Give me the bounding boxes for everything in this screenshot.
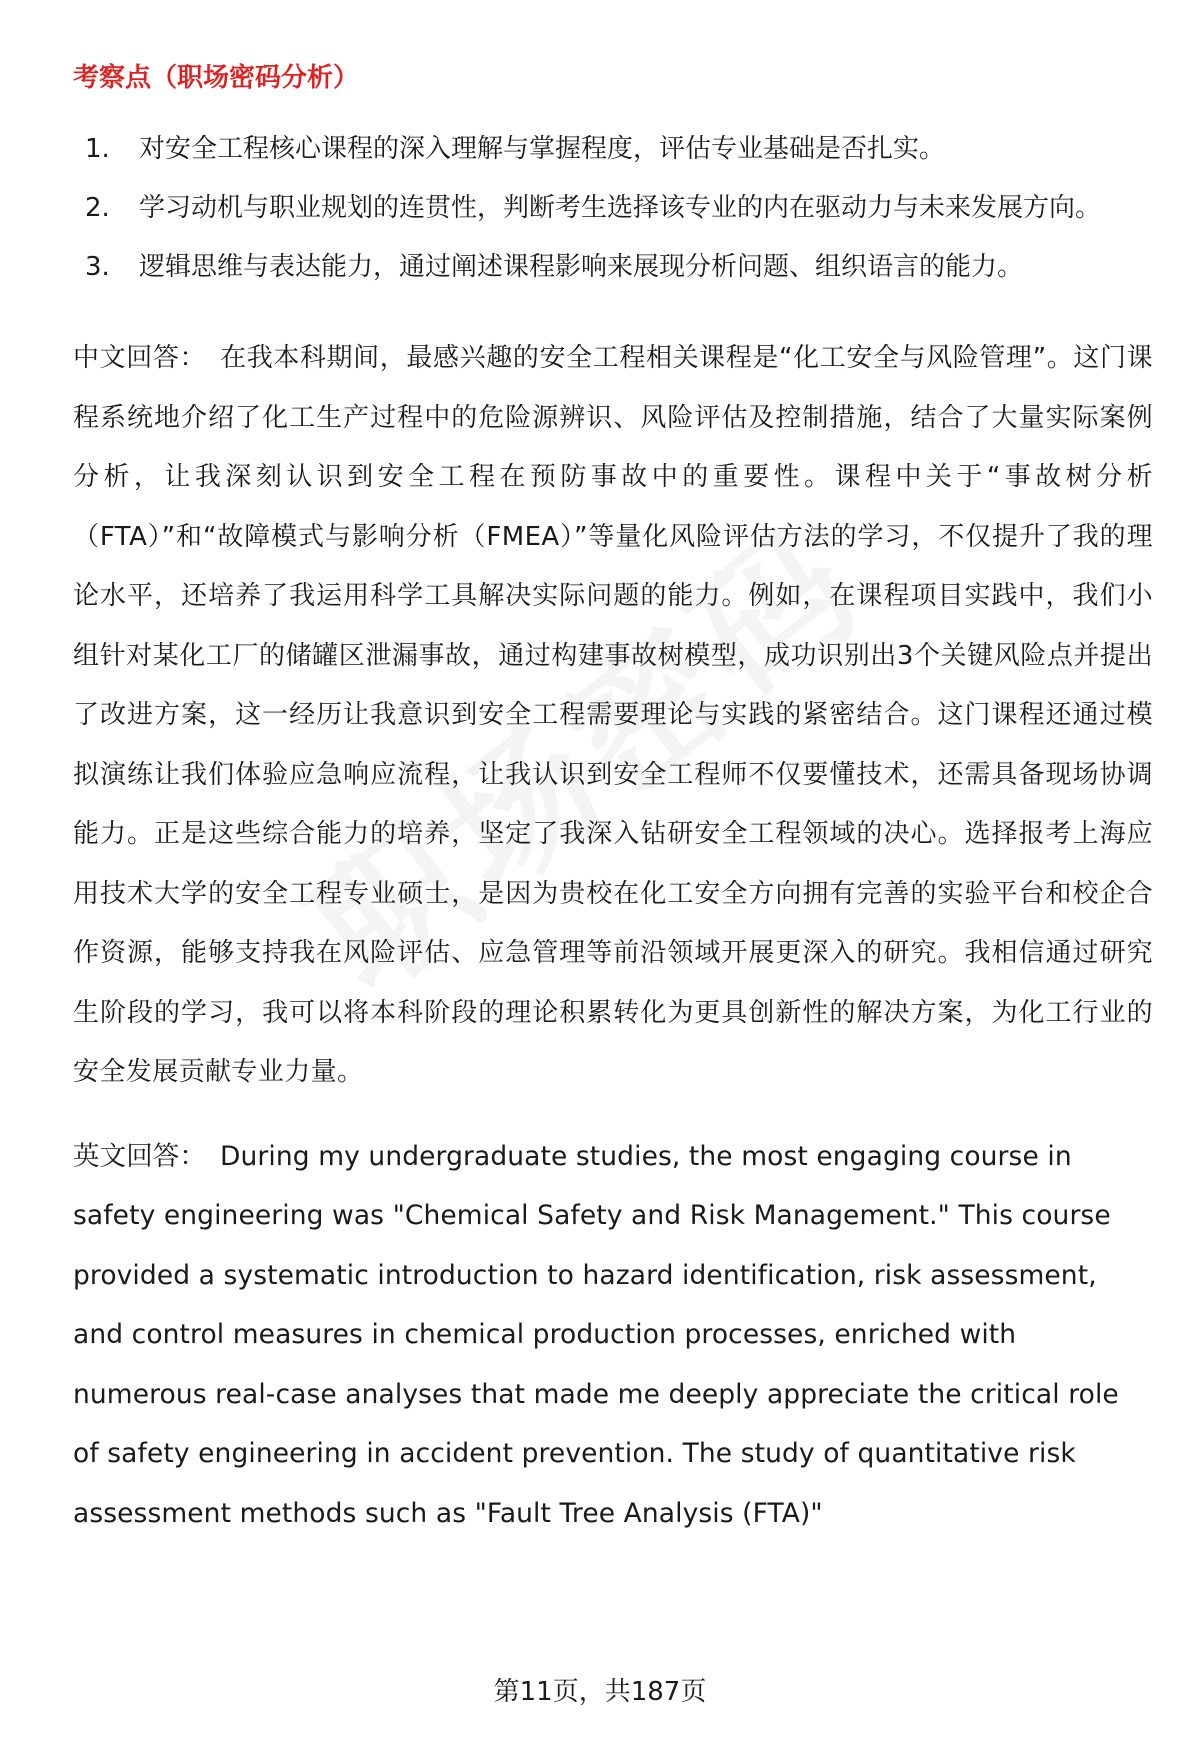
list-item-text: 对安全工程核心课程的深入理解与掌握程度，评估专业基础是否扎实。 <box>139 134 946 164</box>
list-item-number: 2. <box>85 193 110 223</box>
assessment-points-list <box>73 120 1153 297</box>
list-item <box>73 120 1153 179</box>
list-item <box>73 238 1153 297</box>
english-answer-label: 英文回答： <box>73 1140 206 1172</box>
list-item-text: 学习动机与职业规划的连贯性，判断考生选择该专业的内在驱动力与未来发展方向。 <box>139 193 1102 223</box>
page-content <box>73 58 1153 1543</box>
list-item <box>73 179 1153 238</box>
chinese-answer-paragraph <box>73 329 1153 1103</box>
chinese-answer-label: 中文回答： <box>73 343 207 373</box>
english-answer-text: During my undergraduate studies, the most engaging course in safety engineering was "Chemical Safety and Risk Management." This course provided a systematic introduction to hazard identification, risk assessment, and control measures in chemical production processes, enriched with numerous real-case analyses that made me deeply appreciate the critical role of safety engineering in accident prevention. The study of quantitative risk assessment methods such as "Fault Tree Analysis (FTA)" <box>73 1140 1119 1529</box>
list-item-number: 1. <box>85 134 110 164</box>
section-heading: 考察点（职场密码分析） <box>73 63 360 93</box>
list-item-text: 逻辑思维与表达能力，通过阐述课程影响来展现分析问题、组织语言的能力。 <box>139 252 1024 282</box>
chinese-answer-text: 在我本科期间，最感兴趣的安全工程相关课程是“化工安全与风险管理”。这门课程系统地介绍了化工生产过程中的危险源辨识、风险评估及控制措施，结合了大量实际案例分析，让我深刻认识到安全工程在预防事故中的重要性。课程中关于“事故树分析（FTA）”和“故障模式与影响分析（FMEA）”等量化风险评估方法的学习，不仅提升了我的理论水平，还培养了我运用科学工具解决实际问题的能力。例如，在课程项目实践中，我们小组针对某化工厂的储罐区泄漏事故，通过构建事故树模型，成功识别出3个关键风险点并提出了改进方案，这一经历让我意识到安全工程需要理论与实践的紧密结合。这门课程还通过模拟演练让我们体验应急响应流程，让我认识到安全工程师不仅要懂技术，还需具备现场协调能力。正是这些综合能力的培养，坚定了我深入钻研安全工程领域的决心。选择报考上海应用技术大学的安全工程专业硕士，是因为贵校在化工安全方向拥有完善的实验平台和校企合作资源，能够支持我在风险评估、应急管理等前沿领域开展更深入的研究。我相信通过研究生阶段的学习，我可以将本科阶段的理论积累转化为更具创新性的解决方案，为化工行业的安全发展贡献专业力量。 <box>73 343 1153 1087</box>
page-number-footer: 第11页，共187页 <box>493 1677 707 1707</box>
english-answer-paragraph <box>73 1127 1153 1544</box>
list-item-number: 3. <box>85 252 110 282</box>
